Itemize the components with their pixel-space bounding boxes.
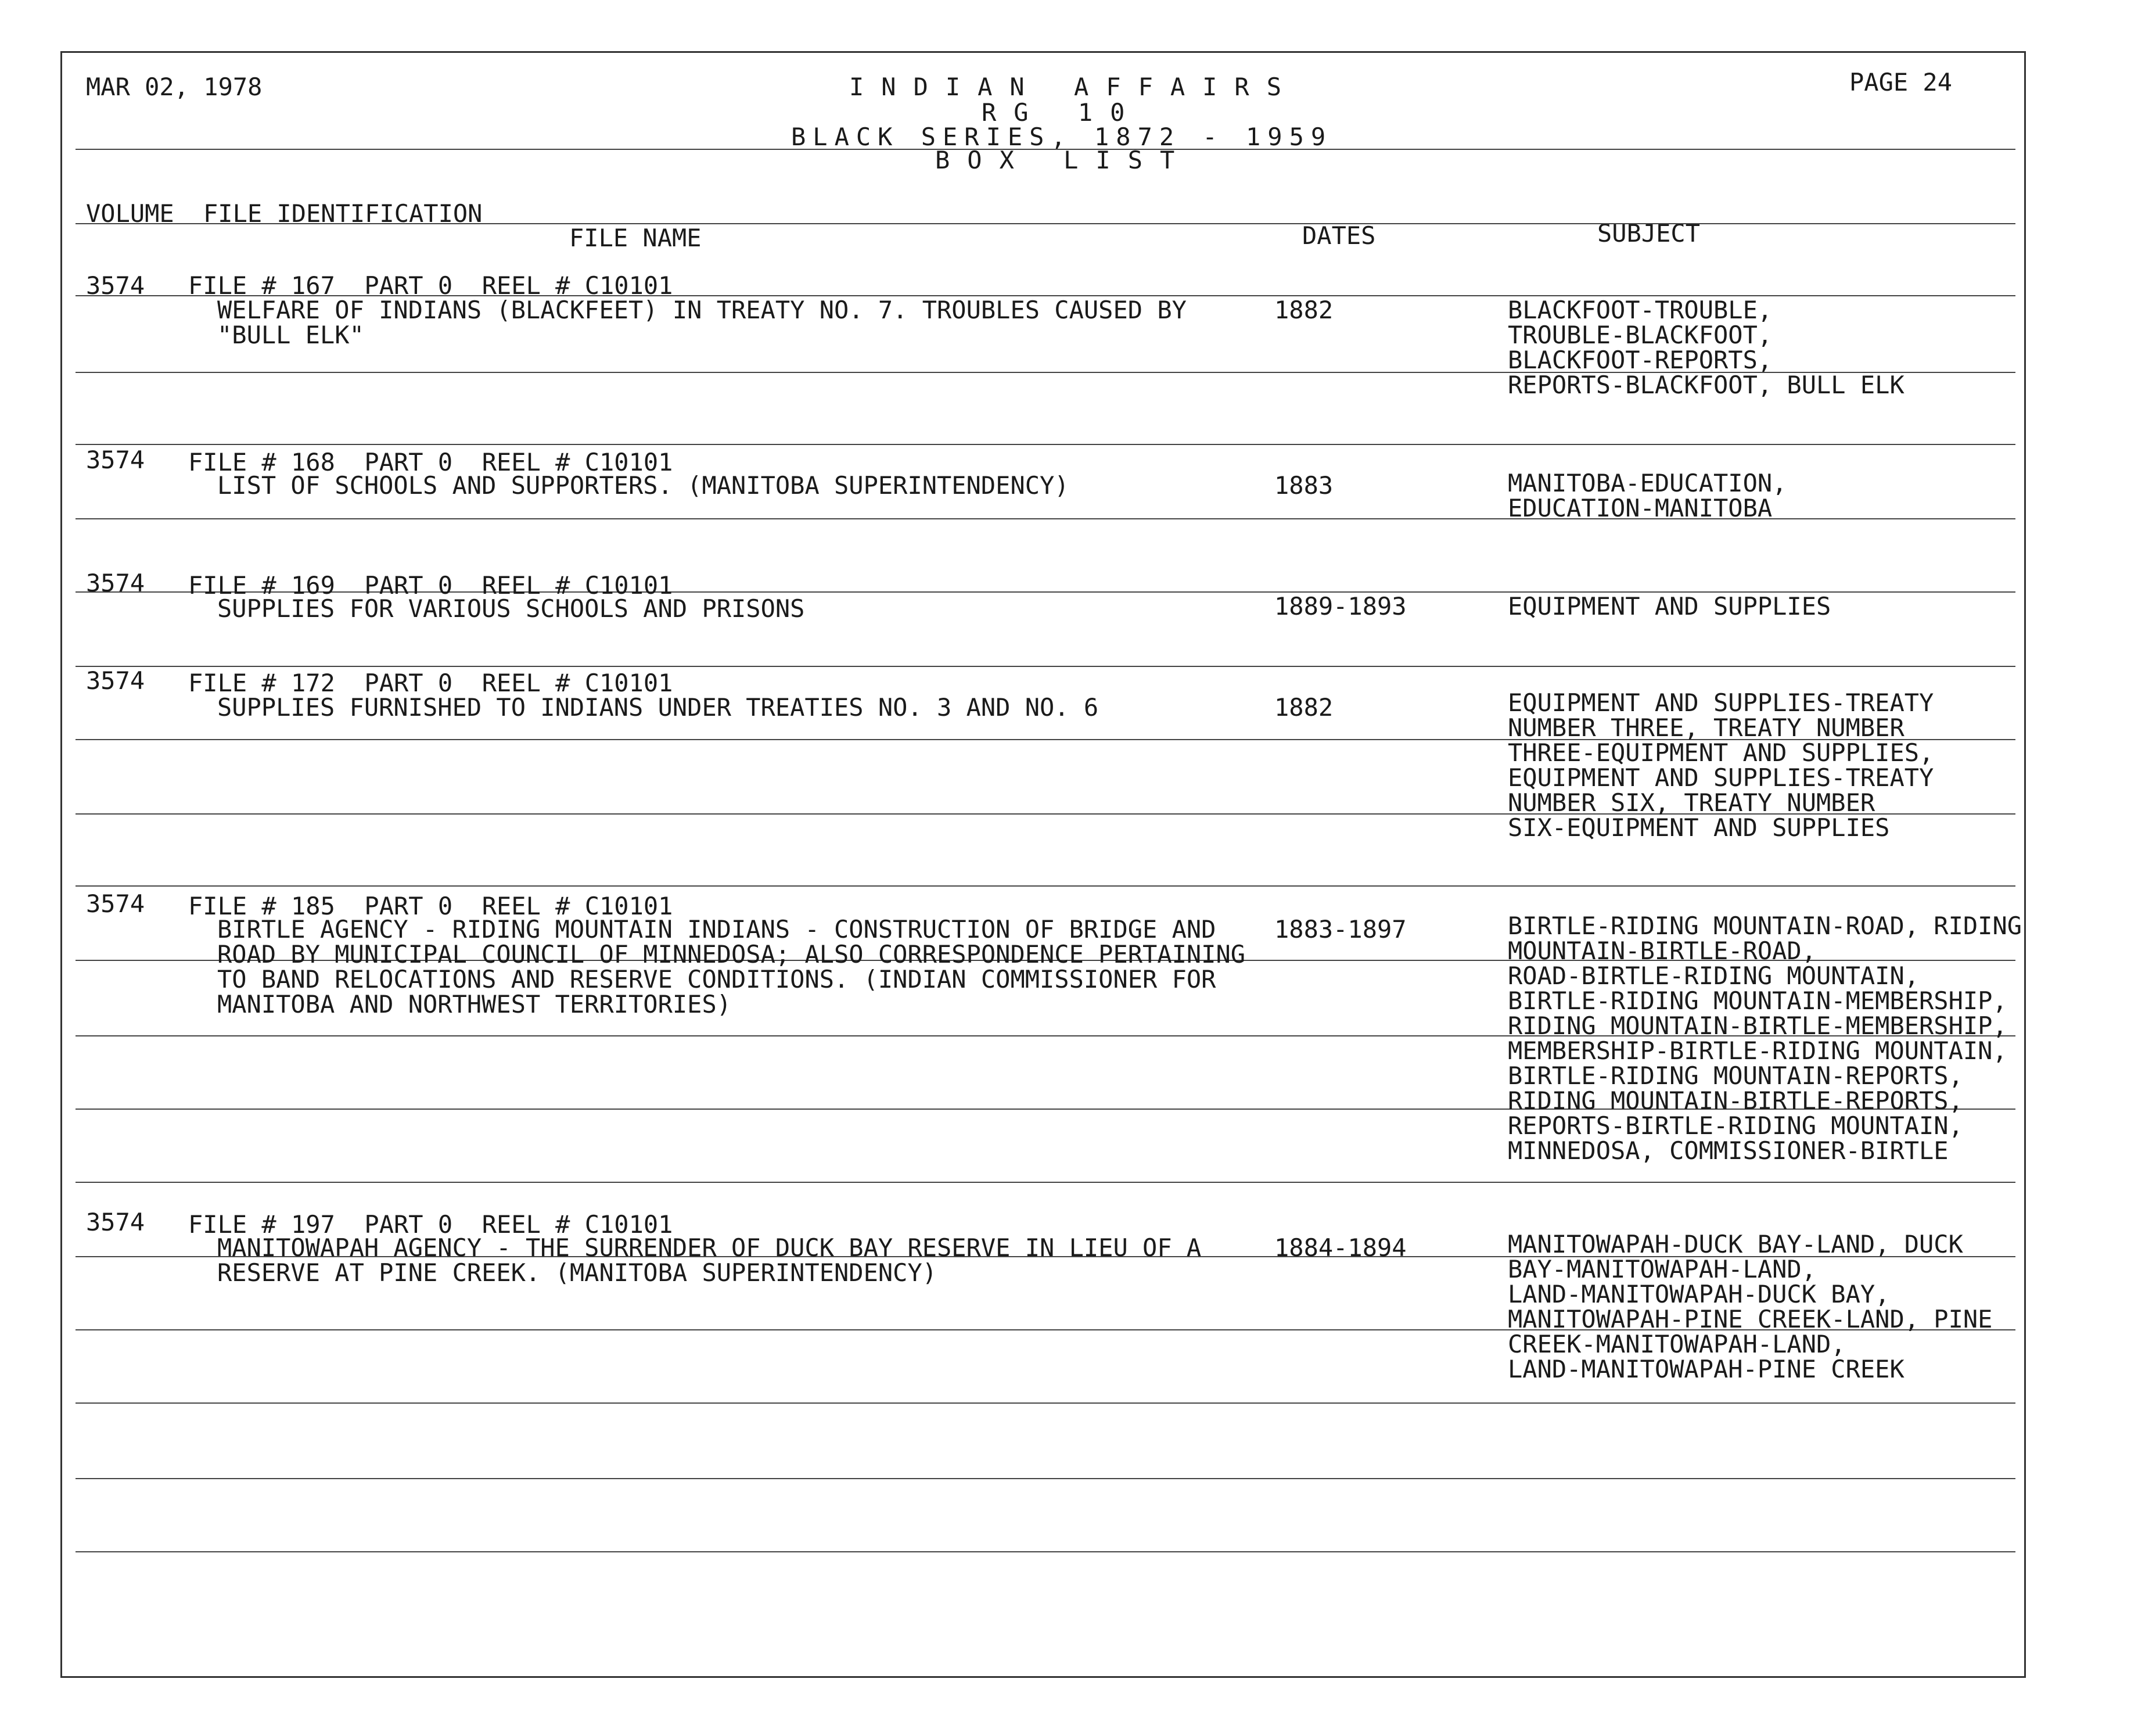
header-divider (76, 149, 2015, 150)
volume-number: 3574 (86, 569, 145, 597)
form-line (76, 444, 2015, 445)
series-title: BLACK SERIES, 1872 - 1959 (791, 123, 1333, 151)
file-dates: 1883 (1274, 471, 1334, 500)
file-identifier: FILE # 168 PART 0 REEL # C10101 (188, 448, 673, 476)
report-date: MAR 02, 1978 (86, 73, 263, 101)
column-file-name: FILE NAME (569, 224, 702, 252)
file-name: LIST OF SCHOOLS AND SUPPORTERS. (MANITOBA SUPERINTENDENCY) (217, 471, 1069, 500)
column-divider (76, 223, 2015, 224)
column-subject: SUBJECT (1597, 219, 1701, 247)
file-identifier: FILE # 167 PART 0 REEL # C10101 (188, 271, 673, 300)
file-identifier: FILE # 169 PART 0 REEL # C10101 (188, 571, 673, 600)
form-line (76, 885, 2015, 887)
file-dates: 1883-1897 (1274, 915, 1407, 944)
form-line (76, 1402, 2015, 1404)
file-identifier: FILE # 172 PART 0 REEL # C10101 (188, 669, 673, 697)
volume-number: 3574 (86, 889, 145, 918)
form-line (76, 666, 2015, 667)
file-subject: EQUIPMENT AND SUPPLIES (1508, 592, 1831, 620)
column-dates: DATES (1302, 221, 1376, 250)
form-line (76, 1478, 2015, 1479)
file-subject: EQUIPMENT AND SUPPLIES-TREATY NUMBER THREE, TREATY NUMBER THREE-EQUIPMENT AND SUPPLIES, EQUIPMENT AND SUPPLIES-TREATY NUMBER SIX, TREATY NUMBER SIX-EQUIPMENT AND SUPPLIES (1508, 688, 1934, 842)
file-subject: BLACKFOOT-TROUBLE, TROUBLE-BLACKFOOT, BLACKFOOT-REPORTS, REPORTS-BLACKFOOT, BULL ELK (1508, 296, 1905, 399)
file-identifier: FILE # 197 PART 0 REEL # C10101 (188, 1210, 673, 1239)
file-dates: 1884-1894 (1274, 1233, 1407, 1262)
file-identifier: FILE # 185 PART 0 REEL # C10101 (188, 892, 673, 920)
file-name: SUPPLIES FURNISHED TO INDIANS UNDER TREATIES NO. 3 AND NO. 6 (217, 693, 1099, 722)
file-name: WELFARE OF INDIANS (BLACKFEET) IN TREATY NO. 7. TROUBLES CAUSED BY "BULL ELK" (217, 296, 1187, 349)
volume-number: 3574 (86, 271, 145, 300)
report-title: INDIAN AFFAIRS (849, 73, 1299, 101)
file-dates: 1882 (1274, 296, 1334, 324)
page-number: PAGE 24 (1849, 68, 1953, 96)
record-group: RG 10 (982, 98, 1142, 127)
file-subject: BIRTLE-RIDING MOUNTAIN-ROAD, RIDING MOUNTAIN-BIRTLE-ROAD, ROAD-BIRTLE-RIDING MOUNTAIN, BIRTLE-RIDING MOUNTAIN-MEMBERSHIP, RIDING MOUNTAIN-BIRTLE-MEMBERSHIP, MEMBERSHIP-BIRTLE-RIDING MOUNTAIN, BIRTLE-RIDING MOUNTAIN-REPORTS, RIDING MOUNTAIN-BIRTLE-REPORTS, REPORTS-BIRTLE-RIDING MOUNTAIN, MINNEDOSA, COMMISSIONER-BIRTLE (1508, 912, 2022, 1165)
column-volume: VOLUME (86, 199, 174, 228)
file-name: SUPPLIES FOR VARIOUS SCHOOLS AND PRISONS (217, 594, 805, 623)
file-name: BIRTLE AGENCY - RIDING MOUNTAIN INDIANS - CONSTRUCTION OF BRIDGE AND ROAD BY MUNICIPAL COUNCIL OF MINNEDOSA; ALSO CORRESPONDENCE PERTAINING TO BAND RELOCATIONS AND RESERVE CONDITIONS. (INDIAN COMMISSIONER FOR MANITOBA AND NORTHWEST TERRITORIES) (217, 915, 1246, 1018)
column-file-identification: FILE IDENTIFICATION (203, 199, 483, 228)
file-name: MANITOWAPAH AGENCY - THE SURRENDER OF DUCK BAY RESERVE IN LIEU OF A RESERVE AT PINE CREEK. (MANITOBA SUPERINTENDENCY) (217, 1233, 1202, 1287)
file-dates: 1889-1893 (1274, 592, 1407, 620)
volume-number: 3574 (86, 1208, 145, 1236)
form-line (76, 1182, 2015, 1183)
file-subject: MANITOBA-EDUCATION, EDUCATION-MANITOBA (1508, 469, 1787, 522)
form-line (76, 1551, 2015, 1552)
file-dates: 1882 (1274, 693, 1334, 722)
box-list-title: BOX LIST (935, 146, 1192, 174)
volume-number: 3574 (86, 446, 145, 474)
file-subject: MANITOWAPAH-DUCK BAY-LAND, DUCK BAY-MANITOWAPAH-LAND, LAND-MANITOWAPAH-DUCK BAY, MANITOWAPAH-PINE CREEK-LAND, PINE CREEK-MANITOWAPAH-LAND, LAND-MANITOWAPAH-PINE CREEK (1508, 1230, 1993, 1383)
volume-number: 3574 (86, 666, 145, 695)
